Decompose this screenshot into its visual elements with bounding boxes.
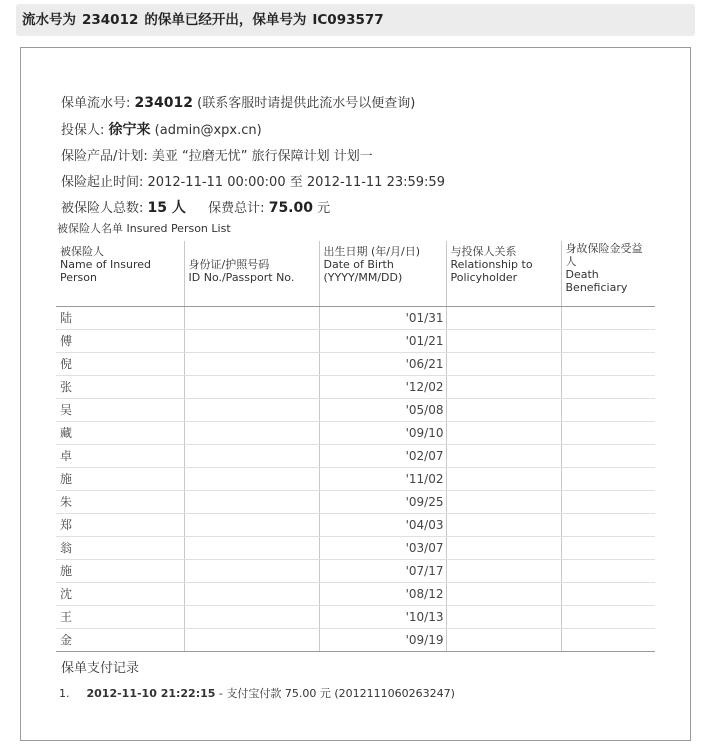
relationship-cell bbox=[446, 444, 561, 467]
period-start: 2012-11-11 00:00:00 bbox=[147, 175, 286, 190]
holder-line bbox=[61, 119, 661, 139]
table-row bbox=[56, 559, 655, 582]
header-relationship: 与投保人关系 Relationship to Policyholder bbox=[446, 241, 561, 306]
id-no-cell bbox=[184, 582, 319, 605]
relationship-cell bbox=[446, 467, 561, 490]
date-of-birth-cell: '08/12 bbox=[319, 582, 446, 605]
beneficiary-cell bbox=[561, 490, 655, 513]
insured-list-title: 被保险人名单 Insured Person List bbox=[57, 222, 231, 235]
relationship-cell bbox=[446, 490, 561, 513]
id-no-cell bbox=[184, 352, 319, 375]
relationship-cell bbox=[446, 536, 561, 559]
beneficiary-cell bbox=[561, 421, 655, 444]
table-row bbox=[56, 444, 655, 467]
date-of-birth-cell: '06/21 bbox=[319, 352, 446, 375]
payment-record-desc: - 支付宝付款 75.00 元 (2012111060263247) bbox=[218, 687, 455, 700]
insured-name-cell: 郑 bbox=[56, 513, 184, 536]
period-to: 至 bbox=[289, 175, 303, 190]
insured-name-cell: 倪 bbox=[56, 352, 184, 375]
payment-record bbox=[59, 685, 455, 701]
relationship-cell bbox=[446, 513, 561, 536]
header-date-of-birth: 出生日期 (年/月/日) Date of Birth (YYYY/MM/DD) bbox=[319, 241, 446, 306]
table-row bbox=[56, 490, 655, 513]
table-row bbox=[56, 306, 655, 329]
date-of-birth-cell: '05/08 bbox=[319, 398, 446, 421]
holder-name: 徐宁来 bbox=[108, 122, 151, 138]
id-no-cell bbox=[184, 329, 319, 352]
insured-name-cell: 藏 bbox=[56, 421, 184, 444]
relationship-cell bbox=[446, 628, 561, 651]
relationship-cell bbox=[446, 605, 561, 628]
header-beneficiary: 身故保险金受益人 Death Beneficiary bbox=[561, 241, 655, 306]
banner-middle: 的保单已经开出，保单号为 bbox=[144, 12, 307, 28]
table-row bbox=[56, 375, 655, 398]
result-banner bbox=[16, 4, 695, 36]
insured-name-cell: 施 bbox=[56, 467, 184, 490]
beneficiary-cell bbox=[561, 306, 655, 329]
date-of-birth-cell: '09/25 bbox=[319, 490, 446, 513]
id-no-cell bbox=[184, 605, 319, 628]
period-end: 2012-11-11 23:59:59 bbox=[306, 175, 445, 190]
id-no-cell bbox=[184, 398, 319, 421]
relationship-cell bbox=[446, 398, 561, 421]
header-id-no: 身份证/护照号码 ID No./Passport No. bbox=[184, 241, 319, 306]
date-of-birth-cell: '07/17 bbox=[319, 559, 446, 582]
holder-label: 投保人: bbox=[61, 123, 105, 138]
table-row bbox=[56, 329, 655, 352]
totals-line bbox=[61, 197, 661, 217]
insured-name-cell: 卓 bbox=[56, 444, 184, 467]
beneficiary-cell bbox=[561, 467, 655, 490]
relationship-cell bbox=[446, 582, 561, 605]
premium-unit: 元 bbox=[317, 201, 331, 216]
serial-value: 234012 bbox=[134, 95, 193, 111]
insured-name-cell: 沈 bbox=[56, 582, 184, 605]
date-of-birth-cell: '10/13 bbox=[319, 605, 446, 628]
insured-name-cell: 陆 bbox=[56, 306, 184, 329]
banner-serial: 234012 bbox=[82, 12, 139, 28]
insured-name-cell: 施 bbox=[56, 559, 184, 582]
id-no-cell bbox=[184, 536, 319, 559]
id-no-cell bbox=[184, 467, 319, 490]
serial-line bbox=[61, 92, 661, 111]
relationship-cell bbox=[446, 306, 561, 329]
table-header-row bbox=[56, 241, 655, 306]
product-label: 保险产品/计划: bbox=[61, 149, 148, 164]
relationship-cell bbox=[446, 421, 561, 444]
id-no-cell bbox=[184, 375, 319, 398]
period-label: 保险起止时间: bbox=[61, 175, 144, 190]
beneficiary-cell bbox=[561, 605, 655, 628]
premium-value: 75.00 bbox=[268, 200, 313, 216]
date-of-birth-cell: '02/07 bbox=[319, 444, 446, 467]
date-of-birth-cell: '12/02 bbox=[319, 375, 446, 398]
beneficiary-cell bbox=[561, 444, 655, 467]
insured-name-cell: 张 bbox=[56, 375, 184, 398]
insured-name-cell: 吴 bbox=[56, 398, 184, 421]
table-row bbox=[56, 467, 655, 490]
date-of-birth-cell: '09/19 bbox=[319, 628, 446, 651]
date-of-birth-cell: '01/21 bbox=[319, 329, 446, 352]
table-row bbox=[56, 605, 655, 628]
count-value: 15 人 bbox=[147, 200, 186, 216]
date-of-birth-cell: '09/10 bbox=[319, 421, 446, 444]
payment-record-time: 2012-11-10 21:22:15 bbox=[86, 687, 216, 700]
insured-name-cell: 翁 bbox=[56, 536, 184, 559]
policy-document bbox=[20, 47, 691, 741]
beneficiary-cell bbox=[561, 559, 655, 582]
banner-policy-no: IC093577 bbox=[312, 12, 384, 28]
relationship-cell bbox=[446, 352, 561, 375]
date-of-birth-cell: '01/31 bbox=[319, 306, 446, 329]
beneficiary-cell bbox=[561, 398, 655, 421]
id-no-cell bbox=[184, 559, 319, 582]
table-row bbox=[56, 421, 655, 444]
serial-note: (联系客服时请提供此流水号以便查询) bbox=[197, 96, 416, 111]
table-row bbox=[56, 352, 655, 375]
product-line bbox=[61, 145, 661, 164]
id-no-cell bbox=[184, 513, 319, 536]
payment-record-index: 1. bbox=[59, 687, 70, 700]
date-of-birth-cell: '03/07 bbox=[319, 536, 446, 559]
premium-label: 保费总计: bbox=[208, 201, 265, 216]
period-line bbox=[61, 171, 661, 190]
insured-name-cell: 傅 bbox=[56, 329, 184, 352]
insured-name-cell: 金 bbox=[56, 628, 184, 651]
insured-name-cell: 王 bbox=[56, 605, 184, 628]
id-no-cell bbox=[184, 306, 319, 329]
id-no-cell bbox=[184, 444, 319, 467]
beneficiary-cell bbox=[561, 582, 655, 605]
relationship-cell bbox=[446, 559, 561, 582]
id-no-cell bbox=[184, 490, 319, 513]
id-no-cell bbox=[184, 421, 319, 444]
beneficiary-cell bbox=[561, 352, 655, 375]
insured-person-table bbox=[56, 241, 655, 652]
insured-name-cell: 朱 bbox=[56, 490, 184, 513]
id-no-cell bbox=[184, 628, 319, 651]
table-row bbox=[56, 398, 655, 421]
relationship-cell bbox=[446, 329, 561, 352]
table-row bbox=[56, 582, 655, 605]
relationship-cell bbox=[446, 375, 561, 398]
date-of-birth-cell: '04/03 bbox=[319, 513, 446, 536]
beneficiary-cell bbox=[561, 513, 655, 536]
payment-records-title: 保单支付记录 bbox=[61, 661, 140, 676]
product-value: 美亚 “拉磨无忧” 旅行保障计划 计划一 bbox=[151, 149, 373, 164]
serial-label: 保单流水号: bbox=[61, 96, 131, 111]
beneficiary-cell bbox=[561, 536, 655, 559]
beneficiary-cell bbox=[561, 628, 655, 651]
table-row bbox=[56, 513, 655, 536]
table-row bbox=[56, 628, 655, 651]
beneficiary-cell bbox=[561, 329, 655, 352]
beneficiary-cell bbox=[561, 375, 655, 398]
count-label: 被保险人总数: bbox=[61, 201, 144, 216]
date-of-birth-cell: '11/02 bbox=[319, 467, 446, 490]
banner-prefix: 流水号为 bbox=[22, 12, 76, 28]
table-row bbox=[56, 536, 655, 559]
holder-email: (admin@xpx.cn) bbox=[154, 123, 262, 138]
header-insured-name: 被保险人 Name of Insured Person bbox=[56, 241, 184, 306]
